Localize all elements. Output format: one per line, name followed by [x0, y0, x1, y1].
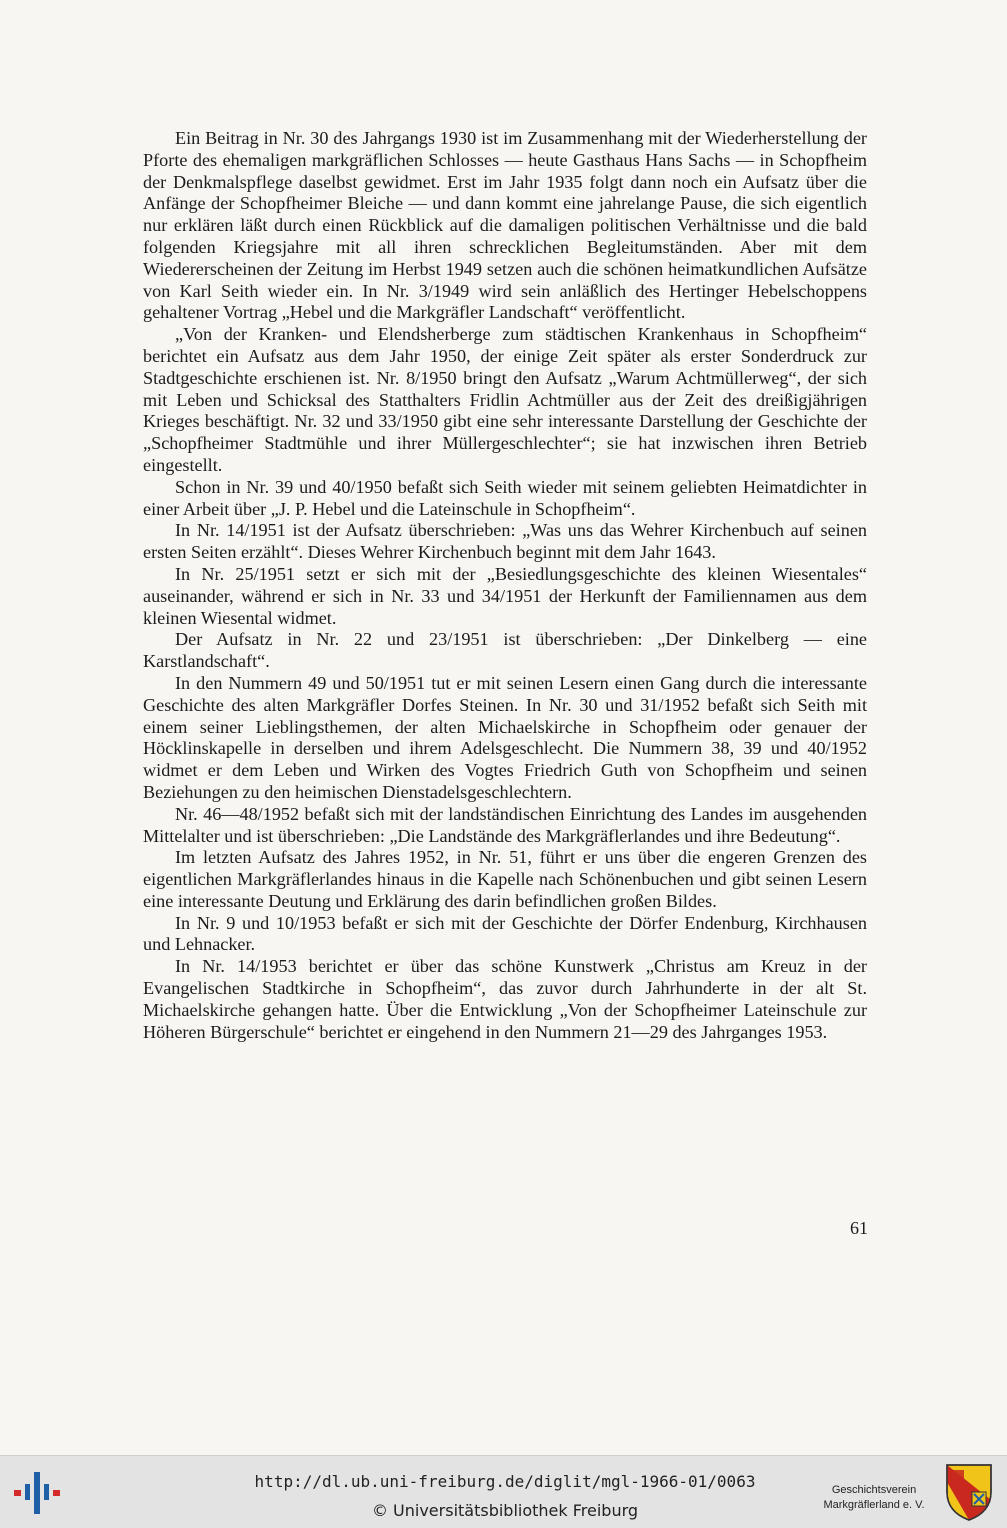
- page-number: 61: [850, 1218, 868, 1238]
- paragraph: In Nr. 14/1951 ist der Aufsatz überschrieben: „Was uns das Wehrer Kirchenbuch auf seinen ersten Seiten erzählt“. Dieses Wehrer Kirchenbuch beginnt mit dem Jahr 1643.: [143, 520, 867, 563]
- paragraph: Der Aufsatz in Nr. 22 und 23/1951 ist überschrieben: „Der Dinkelberg — eine Karstlandschaft“.: [143, 629, 867, 672]
- paragraph: In den Nummern 49 und 50/1951 tut er mit seinen Lesern einen Gang durch die interessante Geschichte des alten Markgräfler Dorfes Steinen. In Nr. 30 und 31/1952 befaßt sich Seith mit einem seiner Lieblingsthemen, der alten Michaelskirche in Schopfheim oder genauer der Höcklinskapelle in derselben und ihrem Adelsgeschlecht. Die Nummern 38, 39 und 40/1952 widmet er dem Leben und Wirken des Vogtes Friedrich Guth von Schopfheim und seinen Beziehungen zu den heimischen Dienstadelsgeschlechtern.: [143, 672, 867, 802]
- footer-bar: [0, 1455, 1007, 1528]
- ub-freiburg-logo-icon[interactable]: [10, 1466, 64, 1520]
- paragraph: Schon in Nr. 39 und 40/1950 befaßt sich Seith wieder mit seinem geliebten Heimatdichter in einer Arbeit über „J. P. Hebel und die Lateinschule in Schopfheim“.: [143, 476, 867, 519]
- paragraph: „Von der Kranken- und Elendsherberge zum städtischen Krankenhaus in Schopfheim“ berichtet ein Aufsatz aus dem Jahr 1950, der einige Zeit später als erster Sonderdruck zur Stadtgeschichte erschienen ist. Nr. 8/1950 bringt den Aufsatz „Warum Achtmüllerweg“, der sich mit Leben und Schicksal des Statthalters Fridlin Achtmüller aus der Zeit des dreißigjährigen Krieges beschäftigt. Nr. 32 und 33/1950 gibt eine sehr interessante Darstellung der Geschichte der „Schopfheimer Stadtmühle und ihrer Müllergeschlechter“; sie hat inzwischen ihren Betrieb eingestellt.: [143, 324, 867, 475]
- society-name: [806, 1483, 942, 1513]
- paragraph: In Nr. 25/1951 setzt er sich mit der „Besiedlungsgeschichte des kleinen Wiesentales“ auseinander, während er sich in Nr. 33 und 34/1951 der Herkunft der Familiennamen aus dem kleinen Wiesental widmet.: [143, 563, 867, 628]
- society-name-line: Geschichtsverein: [831, 1484, 917, 1496]
- paragraph: In Nr. 9 und 10/1953 befaßt er sich mit der Geschichte der Dörfer Endenburg, Kirchhausen und Lehnacker.: [143, 912, 867, 955]
- paragraph: In Nr. 14/1953 berichtet er über das schöne Kunstwerk „Christus am Kreuz in der Evangelischen Stadtkirche in Schopfheim“, das zuvor durch Jahrhunderte in der alt St. Michaelskirche gehangen hatte. Über die Entwicklung „Von der Schopfheimer Lateinschule zur Höheren Bürgerschule“ berichtet er eingehend in den Nummern 21—29 des Jahrganges 1953.: [143, 956, 867, 1042]
- society-name-line: Markgräflerland e. V.: [823, 1499, 925, 1511]
- permalink-url[interactable]: http://dl.ub.uni-freiburg.de/diglit/mgl-1966-01/0063: [254, 1472, 756, 1491]
- coat-of-arms-icon: [944, 1462, 994, 1522]
- paragraph: Ein Beitrag in Nr. 30 des Jahrgangs 1930 ist im Zusammenhang mit der Wiederherstellung der Pforte des ehemaligen markgräflichen Schlosses — heute Gasthaus Hans Sachs — in Schopfheim der Denkmalspflege daselbst gewidmet. Erst im Jahr 1935 folgt dann noch ein Aufsatz über die Anfänge der Schopfheimer Bleiche — und dann kommt eine jahrelange Pause, die sich eigentlich nur erklären läßt durch einen Rückblick auf die damaligen politischen Verhältnisse und die bald folgenden Kriegsjahre mit all ihren schrecklichen Begleitumständen. Aber mit dem Wiedererscheinen der Zeitung im Herbst 1949 setzen auch die schönen heimatkundlichen Aufsätze von Karl Seith wieder ein. In Nr. 3/1949 wird sein anläßlich des Hertinger Hebelschoppens gehaltener Vortrag „Hebel und die Markgräfler Landschaft“ veröffentlicht.: [143, 128, 867, 323]
- paragraph: Nr. 46—48/1952 befaßt sich mit der landständischen Einrichtung des Landes im ausgehenden Mittelalter und ist überschrieben: „Die Landstände des Markgräflerlandes und ihre Bedeutung“.: [143, 803, 867, 846]
- paragraph: Im letzten Aufsatz des Jahres 1952, in Nr. 51, führt er uns über die engeren Grenzen des eigentlichen Markgräflerlandes hinaus in die Kapelle nach Schönenbuchen und gibt seinen Lesern eine interessante Deutung und Erklärung des darin befindlichen großen Bildes.: [143, 847, 867, 911]
- article-body: [143, 128, 867, 1043]
- copyright-notice: © Universitätsbibliothek Freiburg: [371, 1501, 639, 1520]
